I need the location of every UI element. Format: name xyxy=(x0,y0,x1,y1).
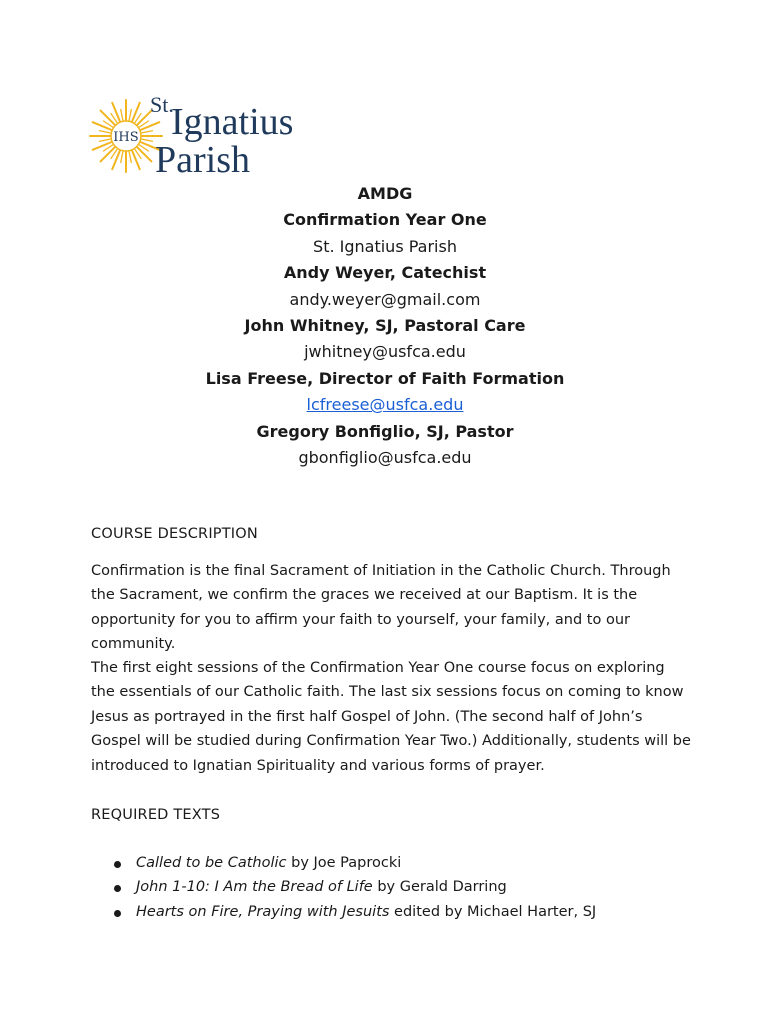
book-author: edited by Michael Harter, SJ xyxy=(389,903,597,920)
contact-name-role: Lisa Freese, Director of Faith Formation xyxy=(205,368,565,388)
sunburst-monogram-icon xyxy=(88,92,308,178)
parish-name: St. Ignatius Parish xyxy=(313,236,457,256)
logo-st-text: St. xyxy=(150,92,174,117)
bullet-icon xyxy=(114,885,121,892)
sun-ray xyxy=(100,131,111,133)
list-item xyxy=(91,900,711,924)
course-description-heading: COURSE DESCRIPTION xyxy=(91,526,258,542)
list-item xyxy=(91,851,711,875)
list-item xyxy=(91,875,711,899)
book-title: John 1-10: I Am the Bread of Life xyxy=(136,879,373,896)
parish-logo xyxy=(88,92,308,178)
sun-ray xyxy=(132,151,140,169)
required-texts-list xyxy=(91,851,711,924)
contact-email: jwhitney@usfca.edu xyxy=(304,342,466,362)
sun-ray xyxy=(101,111,115,125)
logo-parish-text: Parish xyxy=(155,139,250,178)
book-author: by Gerald Darring xyxy=(372,879,507,896)
contact-name-role: John Whitney, SJ, Pastoral Care xyxy=(244,315,526,335)
bullet-icon xyxy=(114,910,121,917)
contact-email: gbonfiglio@usfca.edu xyxy=(298,447,472,467)
sun-ray xyxy=(101,147,115,161)
contact-email: andy.weyer@gmail.com xyxy=(289,289,481,309)
sun-ray xyxy=(93,122,111,130)
sun-ray xyxy=(141,122,159,130)
header-block xyxy=(0,181,770,471)
monogram-text: IHS xyxy=(113,130,139,145)
contact-name-role: Andy Weyer, Catechist xyxy=(283,263,487,283)
course-description-paragraph: Confirmation is the final Sacrament of Initiation in the Catholic Church. Through the Sacrament, we confirm the graces we received at our Baptism. It is the opportunity for you to affirm your faith to yourself, your family, and to our community. xyxy=(91,563,671,653)
contact-name-role: Gregory Bonfiglio, SJ, Pastor xyxy=(256,421,514,441)
course-description-paragraph: The first eight sessions of the Confirmation Year One course focus on exploring the essentials of our Catholic faith. The last six sessions focus on coming to know Jesus as portrayed in the first half Gospel of John. (The second half of John’s Gospel will be studied during Confirmation Year Two.) Additionally, students will be introduced to Ignatian Spirituality and various forms of prayer. xyxy=(91,660,691,774)
sun-ray xyxy=(100,139,111,141)
sun-ray xyxy=(137,147,151,161)
book-title: Hearts on Fire, Praying with Jesuits xyxy=(136,903,390,920)
logo-ignatius-text: Ignatius xyxy=(171,101,294,143)
bullet-icon xyxy=(114,861,121,868)
sun-ray xyxy=(121,152,123,163)
contact-email-link[interactable]: lcfreese@usfca.edu xyxy=(306,395,464,415)
sun-ray xyxy=(129,110,131,121)
sun-ray xyxy=(142,131,153,133)
course-title: Confirmation Year One xyxy=(283,210,487,230)
book-title: Called to be Catholic xyxy=(136,855,287,871)
sun-ray xyxy=(121,110,123,121)
sun-ray xyxy=(112,151,120,169)
sun-ray xyxy=(142,139,153,141)
book-author: by Joe Paprocki xyxy=(286,855,402,871)
sun-ray xyxy=(112,103,120,121)
amdg-heading: AMDG xyxy=(357,184,413,203)
sun-ray xyxy=(93,142,111,150)
sun-ray xyxy=(129,152,131,163)
sun-ray xyxy=(132,103,140,121)
required-texts-heading: REQUIRED TEXTS xyxy=(91,807,221,823)
